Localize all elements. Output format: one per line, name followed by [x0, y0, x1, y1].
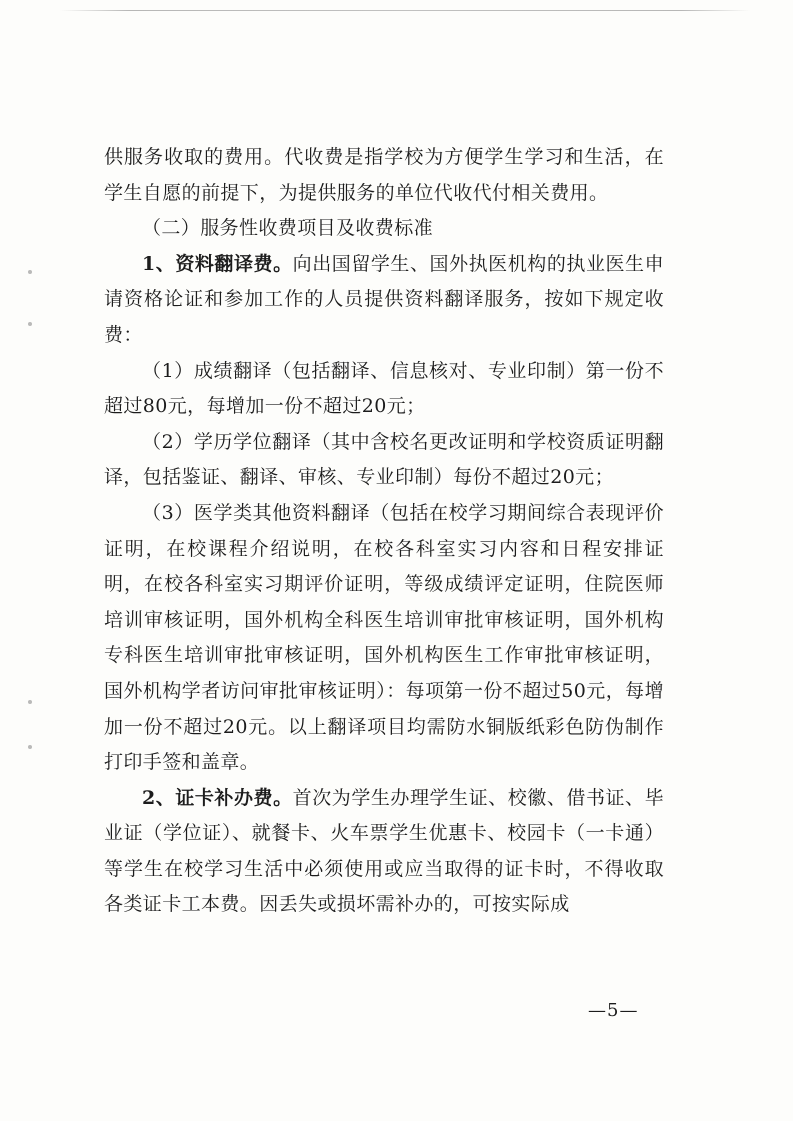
item-heading-card-replacement-fee: 2、证卡补办费。 [142, 786, 293, 809]
scan-speck [28, 745, 32, 749]
item-text-translation-fee: 向出国留学生、国外执医机构的执业医生申请资格论证和参加工作的人员提供资料翻译服务，按如下规定收费： [104, 252, 665, 346]
page-number: —5— [588, 1000, 639, 1021]
item-text-card-replacement-fee: 首次为学生办理学生证、校徽、借书证、毕业证（学位证）、就餐卡、火车票学生优惠卡、校园卡（一卡通）等学生在校学习生活中必须使用或应当取得的证卡时，不得收取各类证卡工本费。因丢失或损坏需补办的，可按实际成 [104, 786, 665, 916]
paragraph-transcript-translation: （1）成绩翻译（包括翻译、信息核对、专业印制）第一份不超过80元，每增加一份不超过20元； [104, 359, 664, 418]
item-heading-translation-fee: 1、资料翻译费。 [142, 252, 293, 275]
document-body [104, 140, 664, 923]
paragraph-fee-definition: 供服务收取的费用。代收费是指学校为方便学生学习和生活，在学生自愿的前提下，为提供服务的单位代收代付相关费用。 [104, 146, 664, 204]
scan-speck [28, 700, 32, 704]
paragraph-card-replacement-fee [104, 781, 664, 923]
scan-edge-line [60, 10, 750, 11]
paragraph-translation-fee [104, 247, 664, 354]
scan-speck [28, 322, 32, 326]
section-heading-service-fees: （二）服务性收费项目及收费标准 [142, 217, 434, 240]
scan-speck [28, 270, 32, 274]
paragraph-medical-translation: （3）医学类其他资料翻译（包括在校学习期间综合表现评价证明，在校课程介绍说明，在校各科室实习内容和日程安排证明，在校各科室实习期评价证明，等级成绩评定证明，住院医师培训审核证明，国外机构全科医生培训审批审核证明，国外机构专科医生培训审批审核证明，国外机构医生工作审批审核证明，国外机构学者访问审批审核证明）：每项第一份不超过50元，每增加一份不超过20元。以上翻译项目均需防水铜版纸彩色防伪制作打印手签和盖章。 [104, 501, 664, 774]
paragraph-degree-translation: （2）学历学位翻译（其中含校名更改证明和学校资质证明翻译，包括鉴证、翻译、审核、专业印制）每份不超过20元； [104, 430, 664, 489]
